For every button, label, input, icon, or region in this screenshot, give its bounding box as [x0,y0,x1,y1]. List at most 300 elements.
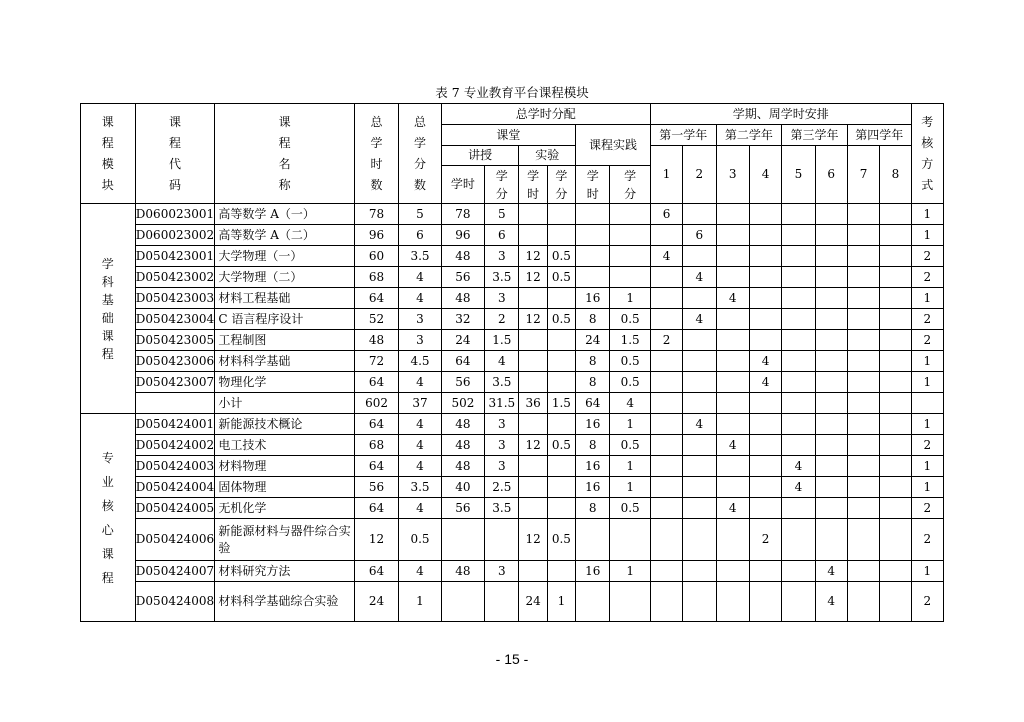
subtotal-term-4 [749,393,781,414]
term-4-hours [749,498,781,519]
total-hours: 68 [354,267,398,288]
header-char: 模 [101,156,114,171]
course-code: D050424001 [135,414,215,435]
header-char: 代 [168,156,181,171]
term-3-hours [716,204,749,225]
header-char: 心 [101,522,114,537]
term-7-hours [847,519,879,561]
practice-credits [610,267,650,288]
header-char: 业 [101,474,114,489]
header-char: 学 [413,135,426,150]
header-char: 称 [278,177,291,192]
header-classroom: 课堂 [441,125,575,146]
term-8-hours [880,351,911,372]
lecture-credits: 1.5 [485,330,519,351]
lecture-hours: 48 [441,435,484,456]
practice-credits [610,204,650,225]
course-code: D050423004 [135,309,215,330]
lecture-hours: 48 [441,414,484,435]
total-credits: 4.5 [399,351,441,372]
lecture-credits: 3 [485,246,519,267]
term-3-hours [716,414,749,435]
term-5-hours [782,246,815,267]
term-2-hours [683,456,716,477]
term-7-hours [847,225,879,246]
course-name: 高等数学 A（一） [215,204,354,225]
term-3-hours [716,477,749,498]
experiment-credits: 0.5 [547,267,575,288]
practice-hours [576,225,610,246]
table-row [81,414,944,435]
term-3-hours [716,246,749,267]
header-char: 分 [413,156,426,171]
experiment-hours [519,288,547,309]
term-4-hours [749,414,781,435]
term-5-hours: 4 [782,477,815,498]
practice-hours: 8 [576,351,610,372]
experiment-credits [547,561,575,582]
header-char: 课 [101,546,114,561]
total-credits: 1 [399,582,441,622]
experiment-credits [547,456,575,477]
practice-credits [610,246,650,267]
lecture-credits: 5 [485,204,519,225]
term-5-hours [782,582,815,622]
term-5-hours [782,267,815,288]
table-row [81,288,944,309]
course-name: 电工技术 [215,435,354,456]
course-code: D050424008 [135,582,215,622]
course-name: 大学物理（一） [215,246,354,267]
header-total-credits [399,104,441,204]
term-4-hours: 2 [749,519,781,561]
total-hours: 78 [354,204,398,225]
term-6-hours [815,309,847,330]
term-3-hours [716,330,749,351]
term-4-hours: 4 [749,351,781,372]
experiment-hours: 12 [519,435,547,456]
subtotal-practice-hours: 64 [576,393,610,414]
exam-type: 2 [911,582,943,622]
term-8-hours [880,288,911,309]
experiment-credits [547,351,575,372]
term-8-hours [880,456,911,477]
header-term-8: 8 [880,146,911,204]
header-year-3: 第三学年 [782,125,848,146]
course-code: D060023002 [135,225,215,246]
total-credits: 0.5 [399,519,441,561]
term-2-hours [683,204,716,225]
term-4-hours [749,582,781,622]
subtotal-lecture-credits: 31.5 [485,393,519,414]
term-8-hours [880,246,911,267]
total-hours: 68 [354,435,398,456]
header-char: 数 [413,177,426,192]
subtotal-experiment-hours: 36 [519,393,547,414]
term-4-hours [749,246,781,267]
total-hours: 64 [354,498,398,519]
exam-type: 2 [911,435,943,456]
term-1-hours [650,561,682,582]
practice-hours: 8 [576,435,610,456]
lecture-hours: 56 [441,372,484,393]
term-1-hours [650,372,682,393]
course-name: 材料科学基础 [215,351,354,372]
practice-hours [576,267,610,288]
experiment-credits [547,225,575,246]
total-credits: 4 [399,456,441,477]
course-name: 物理化学 [215,372,354,393]
table-row [81,498,944,519]
table-body [81,204,944,622]
exam-type: 2 [911,267,943,288]
term-1-hours [650,414,682,435]
header-code [135,104,215,204]
header-char: 课 [278,114,291,129]
total-hours: 64 [354,414,398,435]
term-7-hours [847,435,879,456]
total-hours: 48 [354,330,398,351]
term-5-hours [782,519,815,561]
term-2-hours [683,582,716,622]
term-2-hours [683,351,716,372]
term-4-hours [749,288,781,309]
term-1-hours [650,267,682,288]
lecture-hours: 32 [441,309,484,330]
lecture-credits [485,582,519,622]
table-row [81,267,944,288]
total-hours: 96 [354,225,398,246]
practice-credits [610,519,650,561]
exam-type: 1 [911,414,943,435]
header-experiment: 实验 [519,146,576,166]
header-experiment-hours [519,166,547,204]
exam-type: 1 [911,561,943,582]
term-8-hours [880,414,911,435]
header-lecture-credits [485,166,519,204]
table-row [81,435,944,456]
experiment-credits [547,330,575,351]
term-1-hours: 4 [650,246,682,267]
total-hours: 52 [354,309,398,330]
term-3-hours: 4 [716,288,749,309]
term-4-hours [749,309,781,330]
course-name: 材料物理 [215,456,354,477]
header-semester-schedule: 学期、周学时安排 [650,104,911,125]
table-caption: 表 7 专业教育平台课程模块 [435,85,589,100]
lecture-hours: 48 [441,288,484,309]
header-term-1: 1 [650,146,682,204]
course-code: D050423003 [135,288,215,309]
term-2-hours: 4 [683,309,716,330]
course-name: 高等数学 A（二） [215,225,354,246]
total-credits: 4 [399,498,441,519]
lecture-hours: 48 [441,561,484,582]
header-char: 块 [101,177,114,192]
practice-credits: 0.5 [610,351,650,372]
exam-type: 1 [911,288,943,309]
header-char: 时 [527,186,540,201]
exam-type: 1 [911,204,943,225]
lecture-credits: 3 [485,288,519,309]
term-1-hours [650,498,682,519]
subtotal-experiment-credits: 1.5 [547,393,575,414]
term-5-hours [782,204,815,225]
course-code: D050424007 [135,561,215,582]
term-1-hours [650,519,682,561]
exam-type: 2 [911,309,943,330]
term-2-hours [683,246,716,267]
header-char: 分 [624,186,637,201]
table-row [81,351,944,372]
experiment-hours: 12 [519,519,547,561]
term-6-hours [815,519,847,561]
term-1-hours [650,456,682,477]
lecture-credits: 3.5 [485,267,519,288]
lecture-hours: 48 [441,246,484,267]
term-6-hours: 4 [815,582,847,622]
term-5-hours [782,435,815,456]
header-lecture-hours: 学时 [441,166,484,204]
header-char: 学 [370,135,383,150]
experiment-hours [519,498,547,519]
course-name: 大学物理（二） [215,267,354,288]
lecture-hours: 56 [441,267,484,288]
subtotal-total-credits: 37 [399,393,441,414]
experiment-hours: 12 [519,246,547,267]
header-char: 程 [101,570,114,585]
header-practice: 课程实践 [576,125,651,166]
practice-hours [576,519,610,561]
term-4-hours [749,561,781,582]
term-8-hours [880,477,911,498]
exam-type: 2 [911,519,943,561]
lecture-hours: 78 [441,204,484,225]
experiment-hours: 12 [519,267,547,288]
page-number: - 15 - [495,651,529,667]
term-4-hours [749,477,781,498]
experiment-credits: 0.5 [547,435,575,456]
table-row [81,204,944,225]
header-char: 程 [101,346,114,361]
experiment-hours [519,414,547,435]
lecture-hours: 24 [441,330,484,351]
course-code: D050424003 [135,456,215,477]
lecture-credits: 4 [485,351,519,372]
term-7-hours [847,561,879,582]
total-hours: 64 [354,561,398,582]
term-6-hours [815,372,847,393]
term-5-hours [782,561,815,582]
exam-type: 1 [911,456,943,477]
total-hours: 56 [354,477,398,498]
term-6-hours [815,414,847,435]
term-6-hours [815,246,847,267]
total-credits: 4 [399,414,441,435]
term-5-hours [782,288,815,309]
header-term-6: 6 [815,146,847,204]
course-name: 材料工程基础 [215,288,354,309]
header-char: 学 [101,256,114,271]
table-row [81,477,944,498]
term-6-hours [815,351,847,372]
lecture-credits: 3 [485,456,519,477]
header-char: 科 [101,274,114,289]
table-row [81,372,944,393]
total-credits: 4 [399,372,441,393]
term-3-hours: 4 [716,435,749,456]
lecture-credits: 3 [485,561,519,582]
term-3-hours [716,225,749,246]
term-7-hours [847,456,879,477]
term-5-hours [782,414,815,435]
practice-credits: 1 [610,288,650,309]
term-1-hours [650,582,682,622]
subtotal-term-2 [683,393,716,414]
term-7-hours [847,498,879,519]
term-1-hours [650,435,682,456]
header-char: 时 [586,186,599,201]
experiment-hours [519,330,547,351]
subtotal-row [81,393,944,414]
header-practice-hours [576,166,610,204]
header-char: 专 [101,450,114,465]
header-char: 课 [168,114,181,129]
header-char: 学 [527,168,540,183]
term-8-hours [880,309,911,330]
course-name: 材料研究方法 [215,561,354,582]
header-year-1: 第一学年 [650,125,716,146]
term-4-hours [749,204,781,225]
lecture-hours: 40 [441,477,484,498]
total-hours: 12 [354,519,398,561]
term-7-hours [847,309,879,330]
term-7-hours [847,204,879,225]
term-2-hours: 4 [683,267,716,288]
practice-credits: 0.5 [610,498,650,519]
practice-hours: 16 [576,414,610,435]
course-code: D050423002 [135,267,215,288]
term-5-hours: 4 [782,456,815,477]
practice-hours: 16 [576,288,610,309]
experiment-credits: 0.5 [547,246,575,267]
lecture-credits: 2 [485,309,519,330]
experiment-hours [519,225,547,246]
term-4-hours [749,456,781,477]
exam-type: 2 [911,330,943,351]
subtotal-code-cell [135,393,215,414]
term-8-hours [880,372,911,393]
subtotal-term-6 [815,393,847,414]
lecture-credits [485,519,519,561]
term-2-hours [683,372,716,393]
practice-credits: 1 [610,561,650,582]
practice-credits: 1 [610,477,650,498]
exam-type: 2 [911,246,943,267]
header-char: 核 [101,498,114,513]
header-char: 学 [555,168,568,183]
header-char: 程 [278,135,291,150]
term-7-hours [847,246,879,267]
term-1-hours: 2 [650,330,682,351]
header-char: 总 [413,114,426,129]
term-2-hours [683,330,716,351]
experiment-hours [519,351,547,372]
term-8-hours [880,204,911,225]
course-code: D050424005 [135,498,215,519]
term-7-hours [847,330,879,351]
table-row [81,309,944,330]
subtotal-term-5 [782,393,815,414]
term-5-hours [782,225,815,246]
header-char: 程 [101,135,114,150]
lecture-credits: 3.5 [485,372,519,393]
experiment-credits [547,288,575,309]
experiment-hours [519,477,547,498]
course-name: 材料科学基础综合实验 [215,582,354,622]
table-row [81,519,944,561]
practice-credits: 0.5 [610,309,650,330]
term-2-hours [683,477,716,498]
header-char: 课 [101,328,114,343]
term-6-hours [815,498,847,519]
lecture-hours: 64 [441,351,484,372]
subtotal-term-1 [650,393,682,414]
term-7-hours [847,288,879,309]
term-4-hours [749,225,781,246]
term-7-hours [847,351,879,372]
subtotal-term-7 [847,393,879,414]
practice-hours: 16 [576,561,610,582]
term-3-hours [716,267,749,288]
table-row [81,225,944,246]
term-6-hours [815,456,847,477]
header-practice-credits [610,166,650,204]
practice-hours: 8 [576,498,610,519]
term-8-hours [880,582,911,622]
total-hours: 24 [354,582,398,622]
header-char: 学 [586,168,599,183]
table-row [81,561,944,582]
experiment-hours [519,561,547,582]
term-1-hours [650,309,682,330]
practice-hours: 8 [576,372,610,393]
experiment-hours [519,204,547,225]
subtotal-exam [911,393,943,414]
term-2-hours [683,519,716,561]
term-1-hours [650,288,682,309]
total-credits: 3.5 [399,246,441,267]
practice-credits [610,582,650,622]
term-5-hours [782,498,815,519]
total-hours: 64 [354,372,398,393]
lecture-credits: 3 [485,435,519,456]
practice-hours: 24 [576,330,610,351]
course-name: 固体物理 [215,477,354,498]
course-name: 新能源材料与器件综合实验 [215,519,354,561]
term-2-hours: 6 [683,225,716,246]
header-char: 学 [624,168,637,183]
header-total-hours [354,104,398,204]
term-3-hours [716,309,749,330]
term-2-hours [683,561,716,582]
subtotal-practice-credits: 4 [610,393,650,414]
course-name: 新能源技术概论 [215,414,354,435]
lecture-credits: 6 [485,225,519,246]
total-credits: 3.5 [399,477,441,498]
course-name: C 语言程序设计 [215,309,354,330]
header-char: 式 [921,177,934,192]
